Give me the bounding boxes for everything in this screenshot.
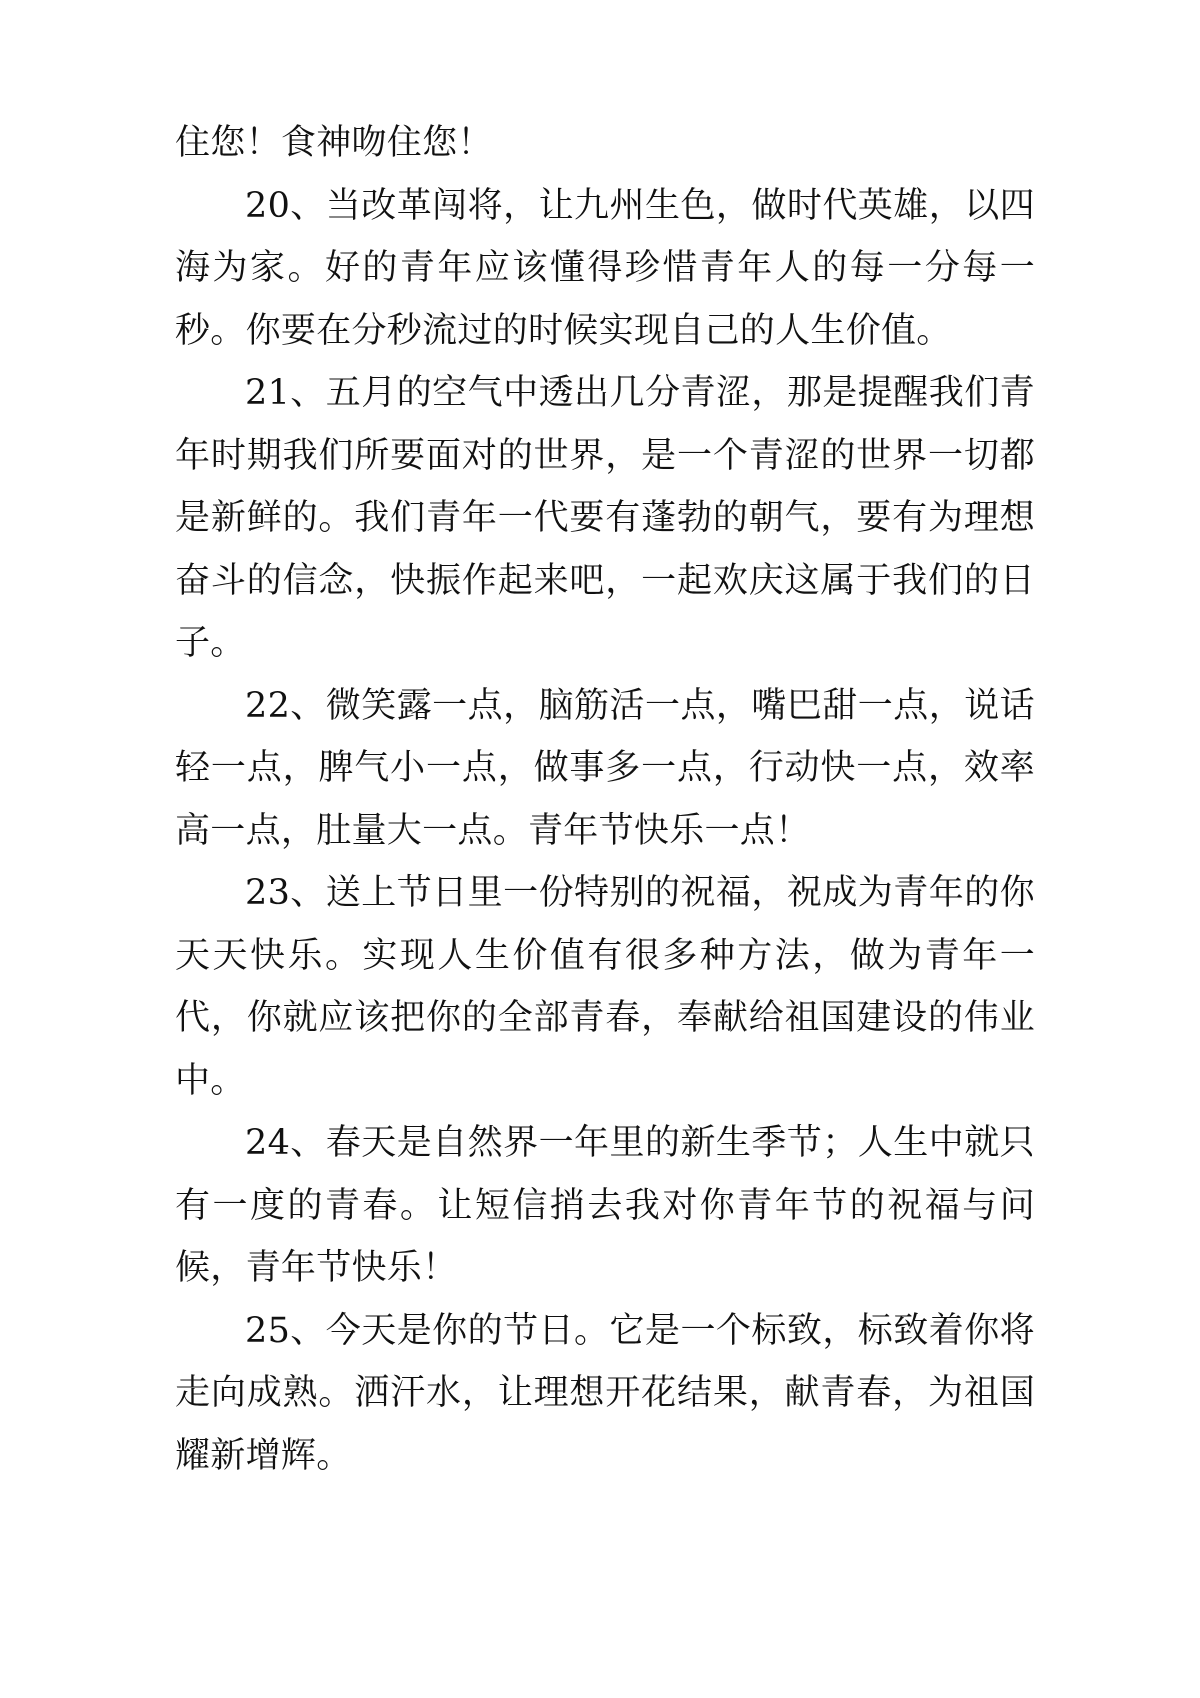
document-body xyxy=(175,112,1035,1487)
paragraph-23: 23、送上节日里一份特别的祝福，祝成为青年的你天天快乐。实现人生价值有很多种方法，做为青年一代，你就应该把你的全部青春，奉献给祖国建设的伟业中。 xyxy=(175,873,1035,1101)
paragraph-20: 20、当改革闯将，让九州生色，做时代英雄，以四海为家。好的青年应该懂得珍惜青年人的每一分每一秒。你要在分秒流过的时候实现自己的人生价值。 xyxy=(175,185,1035,351)
paragraph-24: 24、春天是自然界一年里的新生季节；人生中就只有一度的青春。让短信捎去我对你青年节的祝福与问候，青年节快乐！ xyxy=(175,1123,1035,1288)
paragraph-22: 22、微笑露一点，脑筋活一点，嘴巴甜一点，说话轻一点，脾气小一点，做事多一点，行动快一点，效率高一点，肚量大一点。青年节快乐一点！ xyxy=(175,685,1035,851)
paragraph-21: 21、五月的空气中透出几分青涩，那是提醒我们青年时期我们所要面对的世界，是一个青涩的世界一切都是新鲜的。我们青年一代要有蓬勃的朝气，要有为理想奋斗的信念，快振作起来吧，一起欢庆这属于我们的日子。 xyxy=(175,373,1035,663)
paragraph-continuation: 住您！食神吻住您！ xyxy=(175,123,493,163)
paragraph-25: 25、今天是你的节日。它是一个标致，标致着你将走向成熟。洒汗水，让理想开花结果，献青春，为祖国耀新增辉。 xyxy=(175,1310,1035,1476)
